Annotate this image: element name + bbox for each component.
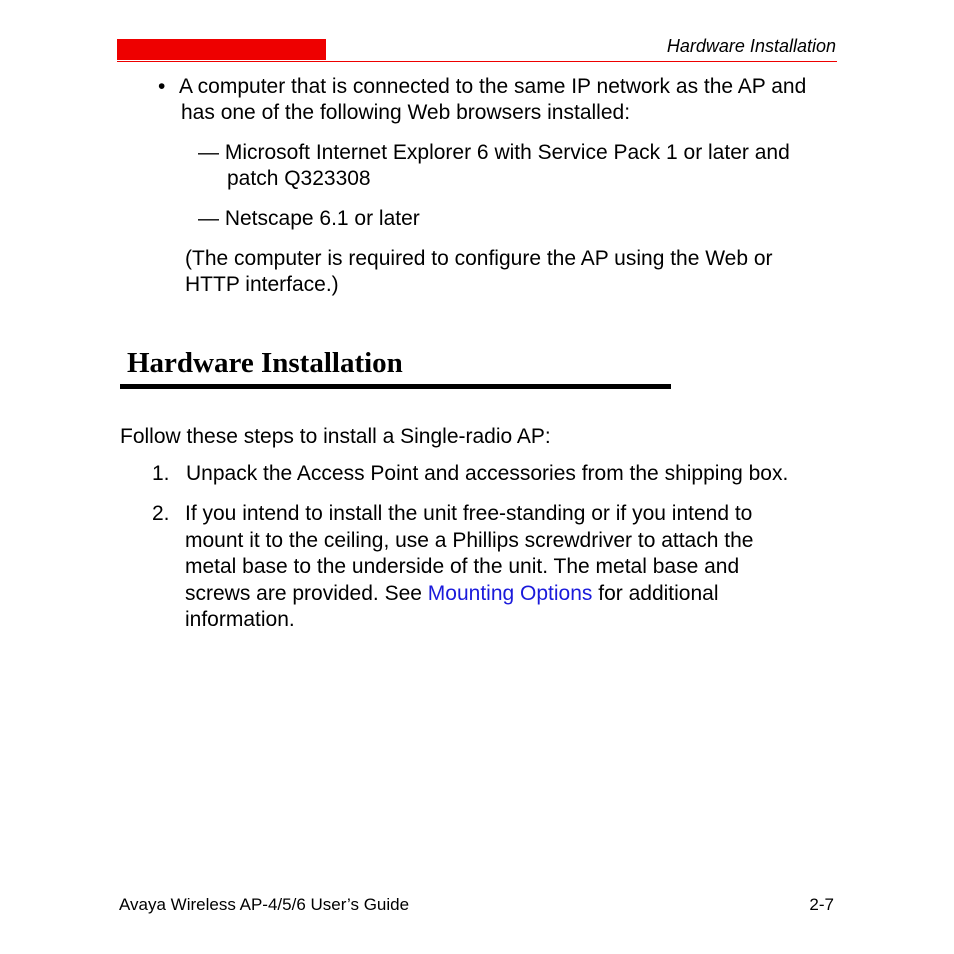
step-2-text-line-4 — [185, 581, 719, 607]
step-2-text-line-2: mount it to the ceiling, use a Phillips screwdriver to attach the — [185, 529, 754, 552]
mounting-options-link[interactable]: Mounting Options — [427, 582, 593, 605]
step-2-number: 2. — [152, 502, 170, 525]
step-2-text-line-5: information. — [185, 608, 295, 631]
section-intro: Follow these steps to install a Single-radio AP: — [120, 425, 551, 448]
bullet-marker: • — [158, 75, 166, 98]
browser-item-netscape: — Netscape 6.1 or later — [198, 207, 420, 230]
step-2-text-line-1: If you intend to install the unit free-standing or if you intend to — [185, 502, 753, 525]
step-1-text: Unpack the Access Point and accessories from the shipping box. — [186, 462, 789, 485]
header-accent-bar — [117, 39, 326, 60]
section-heading-rule — [120, 384, 671, 389]
section-heading: Hardware Installation — [127, 347, 403, 379]
step-1-number: 1. — [152, 462, 170, 485]
step-2-text-line-3: metal base to the underside of the unit. The metal base and — [185, 555, 740, 578]
browser-item-ie-line-2: patch Q323308 — [227, 167, 371, 190]
browser-item-ie-line-1: — Microsoft Internet Explorer 6 with Service Pack 1 or later and — [198, 141, 790, 164]
requirement-note-line-1: (The computer is required to configure the AP using the Web or — [185, 247, 773, 270]
running-header-title: Hardware Installation — [666, 36, 836, 56]
footer-guide-title: Avaya Wireless AP-4/5/6 User’s Guide — [119, 895, 410, 914]
requirement-note-line-2: HTTP interface.) — [185, 273, 339, 296]
step-2-line-4-suffix: for additional — [592, 582, 719, 605]
step-2-line-4-prefix: screws are provided. See — [185, 582, 428, 605]
bullet-text-line-1: A computer that is connected to the same IP network as the AP and — [179, 75, 807, 98]
bullet-text-line-2: has one of the following Web browsers installed: — [181, 101, 631, 124]
header-rule — [117, 61, 837, 62]
footer-page-number: 2-7 — [809, 895, 834, 914]
